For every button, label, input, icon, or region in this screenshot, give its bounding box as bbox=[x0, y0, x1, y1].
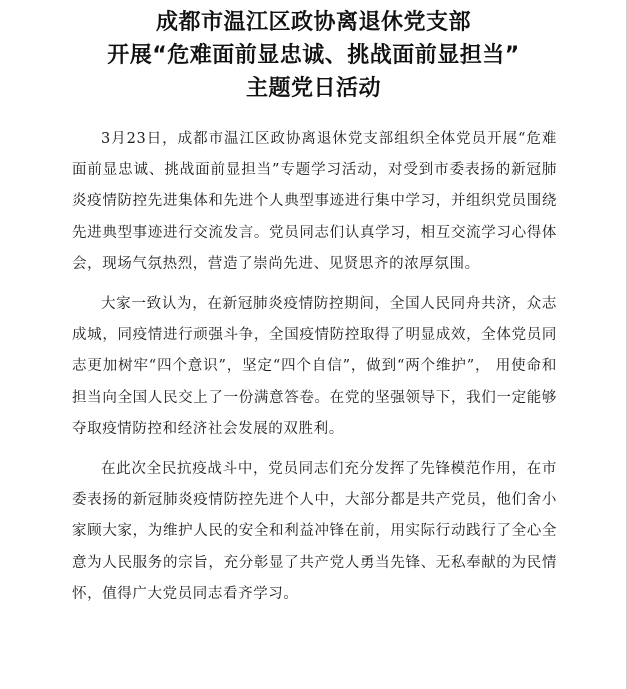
paragraph-3: 在此次全民抗疫战斗中，党员同志们充分发挥了先锋模范作用，在市委表扬的新冠肺炎疫情防控先进个人中，大部分都是共产党员，他们舍小家顾大家，为维护人民的安全和利益冲锋在前，用实际行动践行了全心全意为人民服务的宗旨，充分彰显了共产党人勇当先锋、无私奉献的为民情怀，值得广大党员同志看齐学习。 bbox=[72, 461, 557, 602]
title-line-2: 开展“危难面前显忠诚、挑战面前显担当” bbox=[107, 43, 520, 68]
title-line-1: 成都市温江区政协离退休党支部 bbox=[155, 10, 471, 35]
document-title bbox=[0, 6, 627, 105]
paragraph-2: 大家一致认为，在新冠肺炎疫情防控期间，全国人民同舟共济，众志成城，同疫情进行顽强斗争，全国疫情防控取得了明显成效，全体党员同志更加树牢“四个意识”，坚定“四个自信”，做到“两个维护”， 用使命和担当向全国人民交上了一份满意答卷。在党的坚强领导下，我们一定能够夺取疫情防控和经济社会发展的双胜利。 bbox=[72, 296, 557, 437]
document-body bbox=[72, 124, 557, 610]
paragraph-1: 3月23日，成都市温江区政协离退休党支部组织全体党员开展“危难面前显忠诚、挑战面前显担当”专题学习活动，对受到市委表扬的新冠肺炎疫情防控先进集体和先进个人典型事迹进行集中学习，并组织党员围绕先进典型事迹进行交流发言。党员同志们认真学习，相互交流学习心得体会，现场气氛热烈，营造了崇尚先进、见贤思齐的浓厚氛围。 bbox=[72, 131, 557, 272]
title-line-3: 主题党日活动 bbox=[245, 76, 381, 101]
